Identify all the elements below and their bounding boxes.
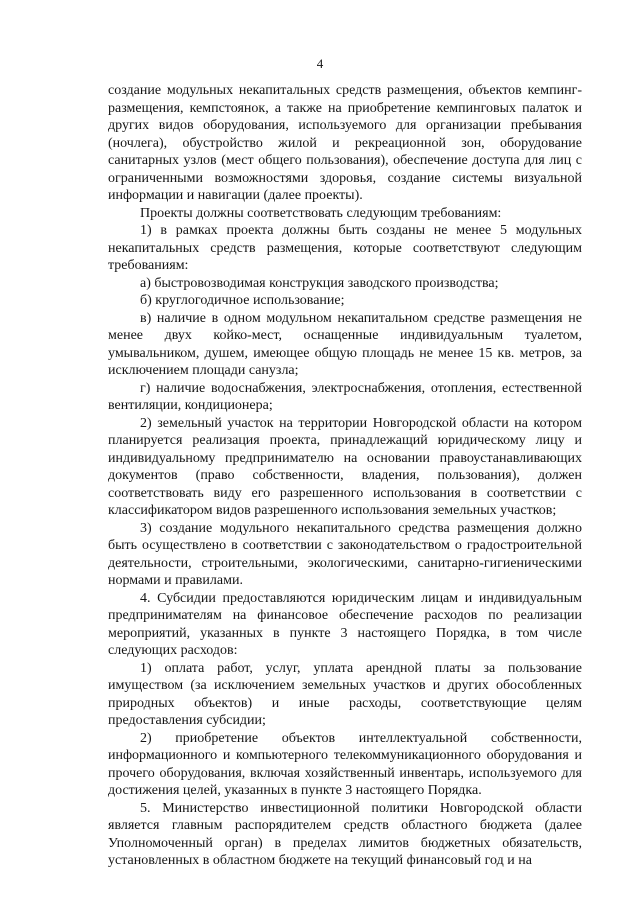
page-number: 4 — [316, 56, 324, 71]
paragraph-requirement-3: 3) создание модульного некапитального средства размещения должно быть осуществлено в соответствии с законодательством о градостроительной деятельности, строительными, экологическими, санитарно-гигиеническими нормами и правилами. — [108, 520, 582, 588]
paragraph-section-4: 4. Субсидии предоставляются юридическим лицам и индивидуальным предпринимателям на финансовое обеспечение расходов по реализации мероприятий, указанных в пункте 3 настоящего Порядка, в том числе следующих расходов: — [108, 590, 582, 658]
paragraph-requirement-2: 2) земельный участок на территории Новгородской области на котором планируется реализация проекта, принадлежащий юридическому лицу и индивидуальному предпринимателю на основании правоустанавливающих документов (право собственности, владения, пользования), должен соответствовать виду его разрешенного использования в соответствии с классификатором видов разрешенного использования земельных участков; — [108, 415, 582, 518]
paragraph-requirement-1: 1) в рамках проекта должны быть созданы не менее 5 модульных некапитальных средств размещения, которые соответствуют следующим требованиям: — [108, 223, 582, 273]
paragraph-requirements-intro: Проекты должны соответствовать следующим требованиям: — [140, 205, 502, 221]
paragraph-requirement-1a: а) быстровозводимая конструкция заводского производства; — [140, 275, 499, 291]
paragraph-requirement-1d: г) наличие водоснабжения, электроснабжения, отопления, естественной вентиляции, кондиционера; — [108, 380, 582, 413]
paragraph-projects-definition: создание модульных некапитальных средств размещения, объектов кемпинг-размещения, кемпстоянок, а также на приобретение кемпинговых палаток и других видов оборудования, используемого для организации пребывания (ночлега), обустройство жилой и рекреационной зон, оборудование санитарных узлов (мест общего пользования), обеспечение доступа для лиц с ограниченными возможностями здоровья, создание системы визуальной информации и навигации (далее проекты). — [108, 83, 582, 203]
paragraph-requirement-1c: в) наличие в одном модульном некапитальном средстве размещения не менее двух койко-мест, оснащенные индивидуальным туалетом, умывальником, душем, имеющее общую площадь не менее 15 кв. метров, за исключением площади санузла; — [108, 310, 582, 378]
paragraph-section-5: 5. Министерство инвестиционной политики Новгородской области является главным распорядителем средств областного бюджета (далее Уполномоченный орган) в пределах лимитов бюджетных обязательств, установленных в областном бюджете на текущий финансовый год и на — [108, 800, 582, 868]
paragraph-requirement-1b: б) круглогодичное использование; — [140, 293, 345, 308]
paragraph-section-4-item-1: 1) оплата работ, услуг, уплата арендной платы за пользование имуществом (за исключением земельных участков и других обособленных природных объектов) и иные расходы, соответствующие целям предоставления субсидии; — [108, 660, 582, 728]
document-body — [108, 82, 582, 870]
paragraph-section-4-item-2: 2) приобретение объектов интеллектуальной собственности, информационного и компьютерного телекоммуникационного оборудования и прочего оборудования, включая хозяйственный инвентарь, используемого для достижения целей, указанных в пункте 3 настоящего Порядка. — [108, 730, 582, 798]
